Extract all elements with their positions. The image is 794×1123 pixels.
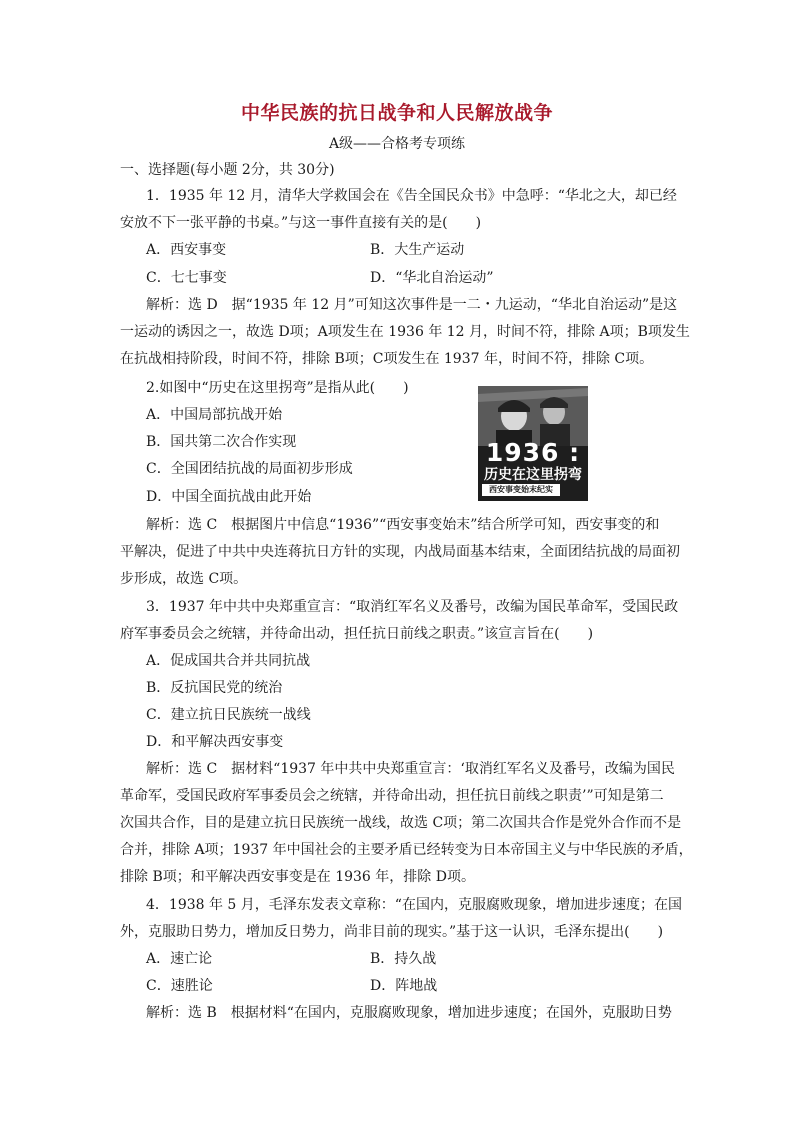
q1-explanation-line-2: 一运动的诱因之一，故选 D项；A项发生在 1936 年 12 月，时间不符，排除 A项；B项发生 [120,324,690,340]
q4-option-b: B．持久战 [370,951,437,967]
document-title: 中华民族的抗日战争和人民解放战争 [240,102,553,124]
q1-explanation-line-1: 解析：选 D 据“1935 年 12 月”可知这次事件是一二・九运动，“华北自治运动”是这 [146,297,678,313]
q3-option-d: D．和平解决西安事变 [146,734,284,750]
q1-stem-line-2: 安放不下一张平静的书桌。”与这一事件直接有关的是( ) [120,215,482,231]
section-heading: 一、选择题(每小题 2分，共 30分) [120,162,335,178]
q4-stem-line-1: 4．1938 年 5 月，毛泽东发表文章称：“在国内，克服腐败现象，增加进步速度；在国 [146,897,682,913]
q3-stem-line-2: 府军事委员会之统辖，并待命出动，担任抗日前线之职责。”该宣言旨在( ) [120,626,594,642]
q3-explanation-line-1: 解析：选 C 据材料“1937 年中共中央郑重宣言：‘取消红军名义及番号，改编为国民 [146,761,675,777]
q3-option-a: A．促成国共合并共同抗战 [146,653,311,669]
cover-year-text: 1936 : [485,438,581,467]
q3-explanation-line-2: 革命军，受国民政府军事委员会之统辖，并待命出动，担任抗日前线之职责’”可知是第二 [120,788,664,804]
q2-option-b: B．国共第二次合作实现 [146,434,297,450]
q4-option-d: D．阵地战 [370,978,438,994]
q2-option-c: C．全国团结抗战的局面初步形成 [146,461,353,477]
cover-caption-text: 历史在这里拐弯 [484,467,582,483]
q1-option-d: D．“华北自治运动” [370,270,494,286]
q3-stem-line-1: 3．1937 年中共中央郑重宣言：“取消红军名义及番号，改编为国民革命军，受国民政 [146,599,679,615]
q4-option-c: C．速胜论 [146,978,213,994]
q1-option-c: C．七七事变 [146,270,227,286]
q1-option-b: B．大生产运动 [370,242,465,258]
q2-option-d: D．中国全面抗战由此开始 [146,489,312,505]
q3-option-c: C．建立抗日民族统一战线 [146,707,311,723]
history-book-cover-image [478,386,588,501]
q3-explanation-line-5: 排除 B项；和平解决西安事变是在 1936 年，排除 D项。 [120,869,475,885]
q4-option-a: A．速亡论 [146,951,213,967]
q3-explanation-line-3: 次国共合作，目的是建立抗日民族统一战线，故选 C项；第二次国共合作是党外合作而不是 [120,815,682,831]
cover-subtitle-text: 西安事变始末纪实 [482,484,560,496]
q2-explanation-line-1: 解析：选 C 根据图片中信息“1936”“西安事变始末”结合所学可知，西安事变的和 [146,517,660,533]
q3-explanation-line-4: 合并，排除 A项；1937 年中国社会的主要矛盾已经转变为日本帝国主义与中华民族的矛盾， [120,842,693,858]
q3-option-b: B．反抗国民党的统治 [146,680,283,696]
q1-option-a: A．西安事变 [146,242,227,258]
q1-stem-line-1: 1．1935 年 12 月，清华大学救国会在《告全国民众书》中急呼：“华北之大，却已经 [146,188,677,204]
q4-explanation-line-1: 解析：选 B 根据材料“在国内，克服腐败现象，增加进步速度；在国外，克服助日势 [146,1005,672,1021]
q2-explanation-line-2: 平解决，促进了中共中央连蒋抗日方针的实现，内战局面基本结束，全面团结抗战的局面初 [120,544,680,560]
q1-explanation-line-3: 在抗战相持阶段，时间不符，排除 B项；C项发生在 1937 年，时间不符，排除 C项。 [120,351,654,367]
q2-explanation-line-3: 步形成，故选 C项。 [120,571,248,587]
q4-stem-line-2: 外，克服助日势力，增加反日势力，尚非目前的现实。”基于这一认识，毛泽东提出( ) [120,924,664,940]
document-subtitle: A级——合格考专项练 [328,136,466,152]
q2-option-a: A．中国局部抗战开始 [146,407,283,423]
q2-stem: 2.如图中“历史在这里拐弯”是指从此( ) [146,380,409,396]
